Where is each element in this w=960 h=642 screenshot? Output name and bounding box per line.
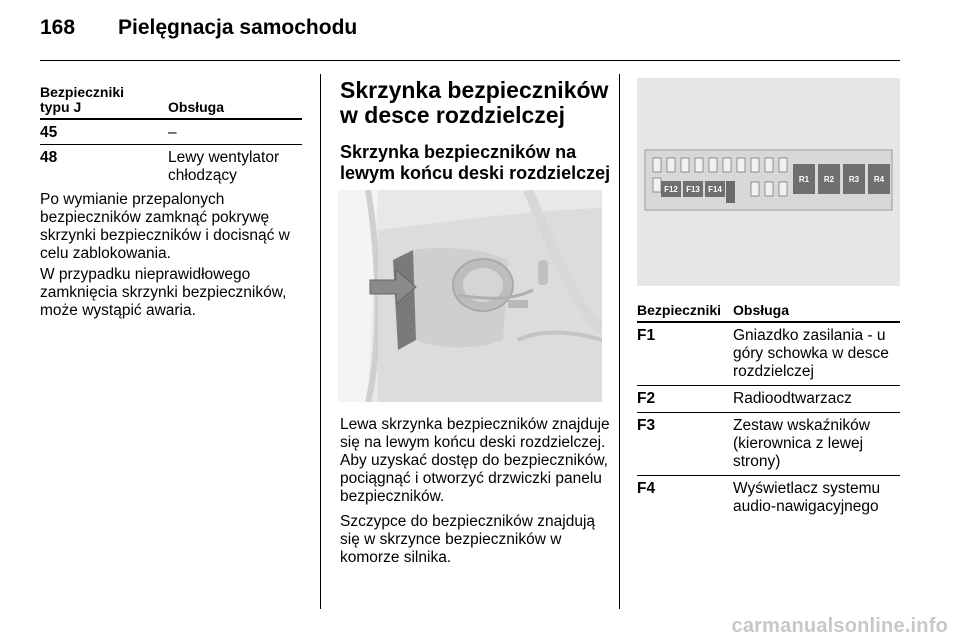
fuse-table-j [40,80,302,189]
paragraph: Szczypce do bezpieczników znajdują się w skrzynce bezpieczników w komorze silnika. [340,513,596,566]
dashboard-drawing [338,190,602,402]
fuse-id: F2 [637,390,656,407]
subsection-heading: Skrzynka bezpieczników na lewym końcu deski rozdzielczej [340,142,611,183]
column-divider [619,74,620,609]
column-header-function: Obsługa [168,99,225,115]
fuse-function: Lewy wentylator chłodzący [168,149,280,184]
fuse-label-f14: F14 [708,185,722,194]
section-heading: Skrzynka bezpieczników w desce rozdzielczej [340,77,609,128]
table-header [637,289,900,323]
table-header [40,80,302,120]
fuse-id: 45 [40,124,58,141]
header-rule [40,60,900,61]
column-divider [320,74,321,609]
table-row [40,120,302,145]
fuse-box-drawing [637,78,900,286]
watermark: carmanualsonline.info [731,615,948,637]
fuse-id: F4 [637,480,656,497]
fuse-function: Zestaw wskaźników (kierownica z lewej strony) [733,417,870,470]
fuse-function: – [168,124,177,141]
fuse-id: 48 [40,149,58,166]
table-row [637,413,900,476]
fuse-function: Radioodtwarzacz [733,390,852,407]
relay-label-r1: R1 [798,175,810,184]
table-row [637,476,900,520]
paragraph: W przypadku nieprawidłowego zamknięcia skrzynki bezpieczników, może wystąpić awaria. [40,266,287,319]
fuse-id: F3 [637,417,656,434]
fuse-label-f12: F12 [664,185,678,194]
page-number: 168 [40,16,76,39]
fuse-id: F1 [637,327,656,344]
fuse-function: Gniazdko zasilania - u góry schowka w desce rozdzielczej [733,327,889,380]
fuse-function: Wyświetlacz systemu audio-nawigacyjnego [733,480,881,515]
paragraph: Lewa skrzynka bezpieczników znajduje się na lewym końcu deski rozdzielczej. Aby uzyskać dostęp do bezpieczników, pociągnąć i otworzyć drzwiczki panelu bezpieczników. [340,416,610,505]
relay-label-r3: R3 [848,175,860,184]
column-header-fuses: Bezpieczniki [637,302,722,318]
page-title: Pielęgnacja samochodu [118,16,358,39]
relay-label-r4: R4 [873,175,885,184]
table-row [637,323,900,386]
fuse-box-diagram [637,78,900,286]
column-header-function: Obsługa [733,302,790,318]
table-row [637,386,900,413]
fuse-label-f13: F13 [686,185,700,194]
relay-label-r2: R2 [823,175,835,184]
fuse-table-f [637,289,900,520]
paragraph: Po wymianie przepalonych bezpieczników zamknąć pokrywę skrzynki bezpieczników i docisnąć w celu zablokowania. [40,191,290,262]
column-header-fuses: Bezpieczniki typu J [40,84,125,115]
dashboard-illustration [338,190,602,402]
table-row [40,145,302,189]
